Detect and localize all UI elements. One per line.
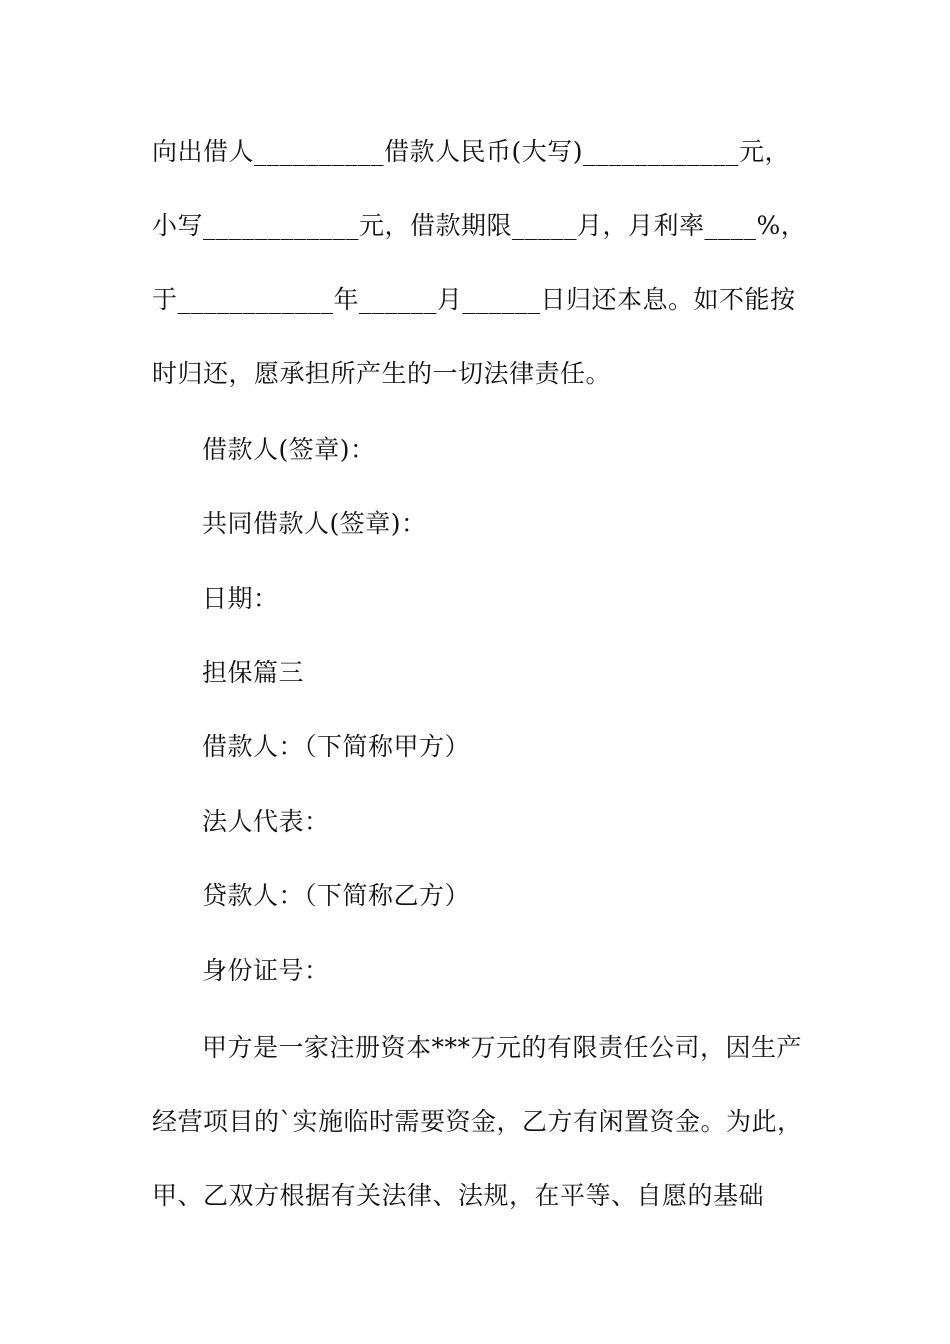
co-borrower-signature-label: 共同借款人(签章)：: [202, 509, 427, 538]
liability-line: 时归还，愿承担所产生的一切法律责任。: [152, 359, 612, 388]
borrower-label: 借款人：（下简称甲方）: [202, 732, 471, 761]
lender-label: 贷款人：（下简称乙方）: [202, 881, 471, 910]
paragraph-line-2: 经营项目的`实施临时需要资金，乙方有闲置资金。为此，: [152, 1107, 803, 1136]
paragraph-line-1: 甲方是一家注册资本***万元的有限责任公司，因生产: [202, 1033, 803, 1062]
legal-representative-label: 法人代表：: [202, 807, 330, 836]
borrower-signature-label: 借款人(签章)：: [202, 435, 376, 464]
loan-term-line: 小写____________元，借款期限_____月，月利率____%，: [152, 211, 807, 240]
loan-amount-line: 向出借人__________借款人民币(大写)____________元，: [152, 137, 791, 166]
id-number-label: 身份证号：: [202, 956, 330, 985]
repayment-date-line: 于____________年______月______日归还本息。如不能按: [152, 285, 796, 314]
paragraph-line-3: 甲、乙双方根据有关法律、法规，在平等、自愿的基础: [152, 1181, 765, 1210]
section-heading: 担保篇三: [202, 658, 305, 687]
date-label: 日期：: [202, 584, 279, 613]
